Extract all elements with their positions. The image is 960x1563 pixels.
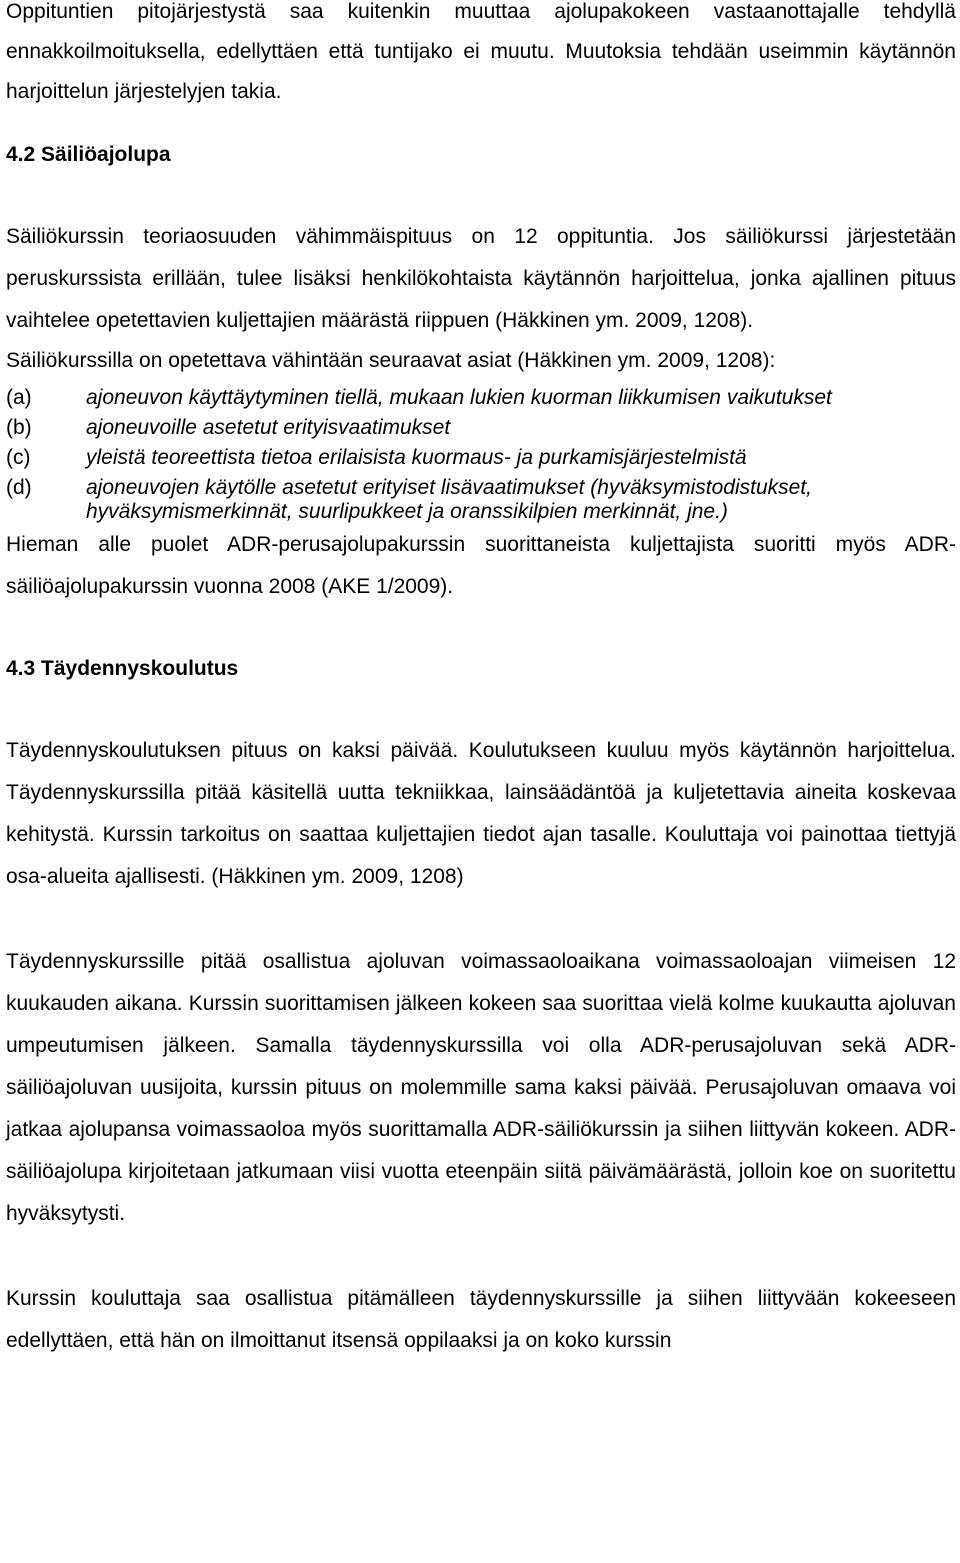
section-heading-4-2: 4.2 Säiliöajolupa [6, 143, 171, 166]
section-heading-4-3: 4.3 Täydennyskoulutus [6, 657, 239, 680]
section-4-2-paragraph-2: Säiliökurssilla on opetettava vähintään seuraavat asiat (Häkkinen ym. 2009, 1208): [6, 349, 776, 372]
list-item-text: ajoneuvon käyttäytyminen tiellä, mukaan lukien kuorman liikkumisen vaikutukset [86, 386, 832, 409]
section-4-3-paragraph-2: Täydennyskurssille pitää osallistua ajoluvan voimassaoloaikana voimassaoloajan viimeisen 12 kuukauden aikana. Kurssin suorittamisen jälkeen kokeen saa suorittaa vielä kolme kuukautta ajoluvan umpeutumisen jälkeen. Samalla täydennyskurssilla voi olla ADR-perusajoluvan sekä ADR-säiliöajoluvan uusijoita, kurssin pituus on molemmille sama kaksi päivää. Perusajoluvan omaava voi jatkaa ajolupansa voimassaoloa myös suorittamalla ADR-säiliökurssin ja siihen liittyvän kokeen. ADR-säiliöajolupa kirjoitetaan jatkumaan viisi vuotta eteenpäin siitä päivämäärästä, jolloin koe on suoritettu hyväksytysti. [6, 950, 956, 1225]
list-item [6, 386, 956, 410]
list-item [6, 446, 956, 470]
intro-paragraph: Oppituntien pitojärjestystä saa kuitenkin muuttaa ajolupakokeen vastaanottajalle tehdyllä ennakkoilmoituksella, edellyttäen että tuntijako ei muutu. Muutoksia tehdään useimmin käytännön harjoittelun järjestelyjen takia. [6, 0, 956, 103]
section-4-2-paragraph-1: Säiliökurssin teoriaosuuden vähimmäispituus on 12 oppituntia. Jos säiliökurssi järjestetään peruskurssista erillään, tulee lisäksi henkilökohtaista käytännön harjoittelua, jonka ajallinen pituus vaihtelee opetettavien kuljettajien määrästä riippuen (Häkkinen ym. 2009, 1208). [6, 225, 956, 332]
list-item-text: ajoneuvojen käytölle asetetut erityiset lisävaatimukset (hyväksymistodistukset, hyväksymismerkinnät, suurlipukkeet ja oranssikilpien merkinnät, jne.) [86, 476, 812, 523]
list-marker: (c) [6, 446, 31, 469]
section-4-2-paragraph-3: Hieman alle puolet ADR-perusajolupakurssin suorittaneista kuljettajista suoritti myös ADR-säiliöajolupakurssin vuonna 2008 (AKE 1/2009). [6, 533, 956, 598]
list-item [6, 476, 956, 524]
section-4-3-paragraph-1: Täydennyskoulutuksen pituus on kaksi päivää. Koulutukseen kuuluu myös käytännön harjoittelua. Täydennyskurssilla pitää käsitellä uutta tekniikkaa, lainsäädäntöä ja kuljetettavia aineita koskevaa kehitystä. Kurssin tarkoitus on saattaa kuljettajien tiedot ajan tasalle. Kouluttaja voi painottaa tiettyjä osa-alueita ajallisesti. (Häkkinen ym. 2009, 1208) [6, 739, 956, 888]
list-item-text: ajoneuvoille asetetut erityisvaatimukset [86, 416, 451, 439]
section-4-3-paragraph-3: Kurssin kouluttaja saa osallistua pitämälleen täydennyskurssille ja siihen liittyvään kokeeseen edellyttäen, että hän on ilmoittanut itsensä oppilaaksi ja on koko kurssin [6, 1287, 956, 1352]
requirements-list [6, 386, 956, 524]
list-marker: (b) [6, 416, 32, 439]
list-item [6, 416, 956, 440]
list-item-text: yleistä teoreettista tietoa erilaisista kuormaus- ja purkamisjärjestelmistä [86, 446, 747, 469]
list-marker: (d) [6, 476, 32, 499]
list-marker: (a) [6, 386, 32, 409]
document-page [6, 0, 956, 1362]
